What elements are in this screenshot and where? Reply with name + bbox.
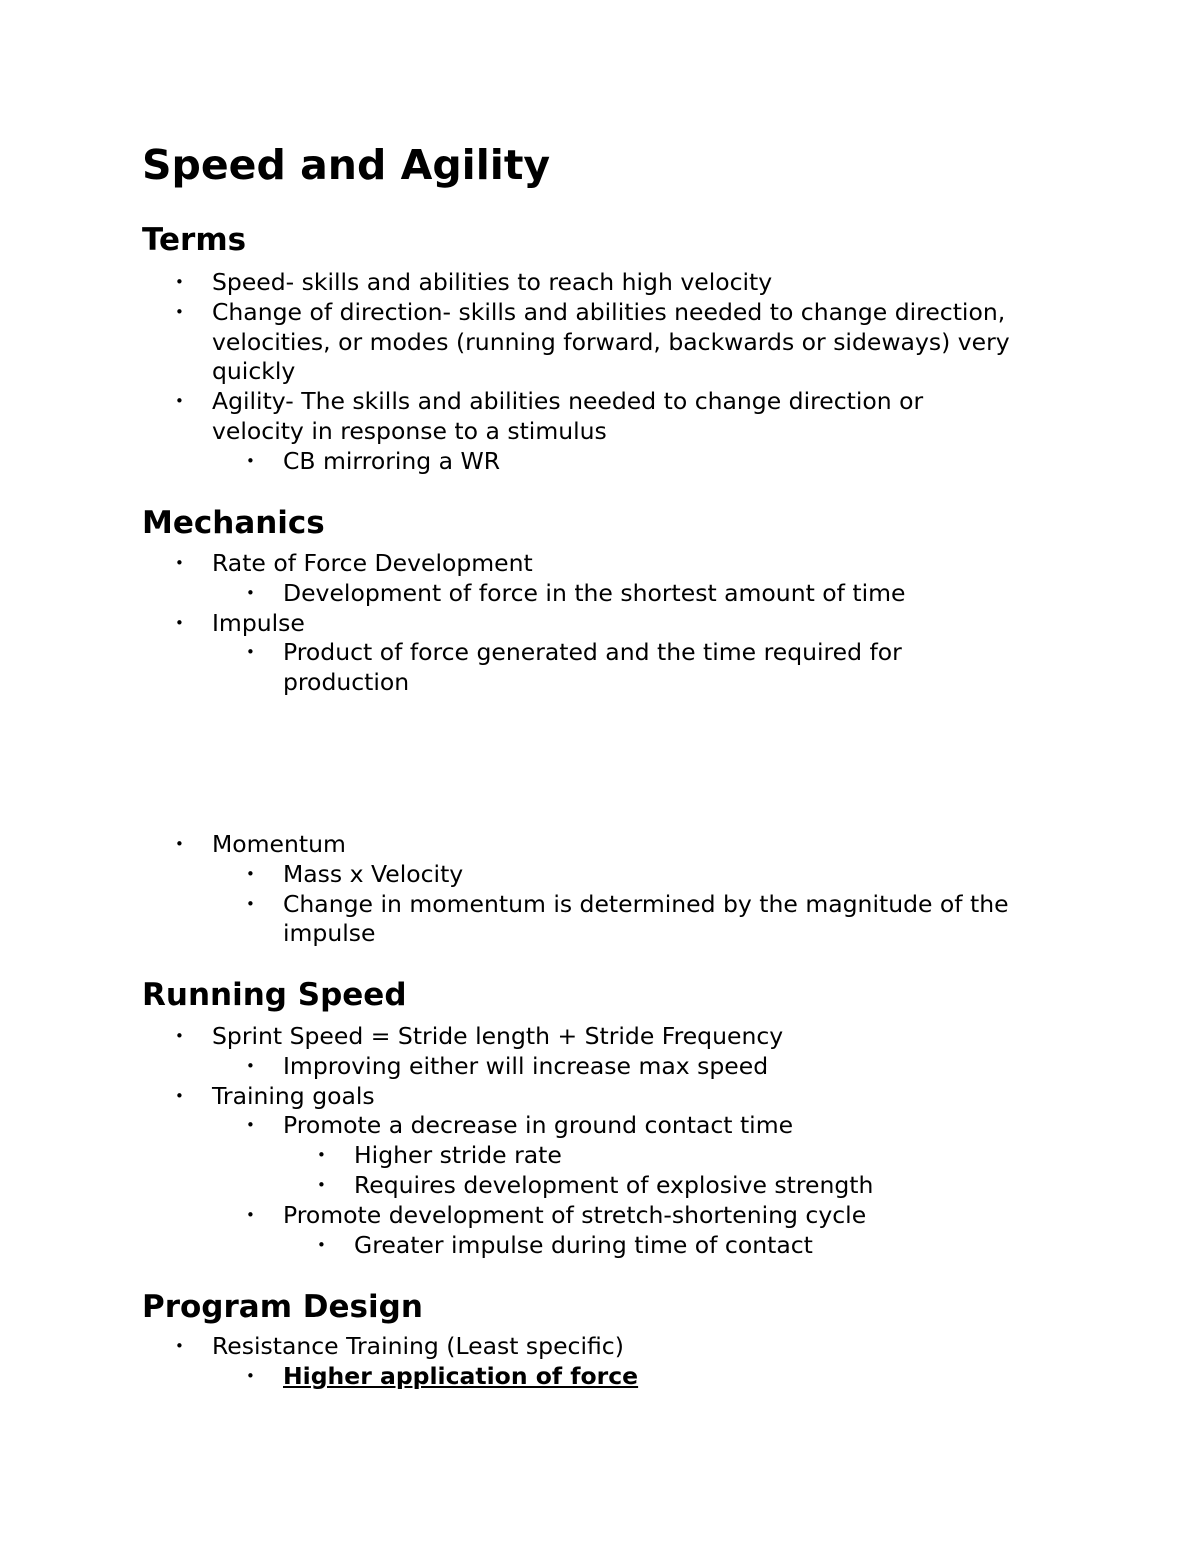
list-item <box>0 1362 1060 1392</box>
list-item-text: Promote development of stretch-shortening cycle <box>283 1200 867 1229</box>
bullet-icon: • <box>246 864 255 883</box>
page-title: Speed and Agility <box>142 141 551 189</box>
program-design-list <box>0 1332 1060 1392</box>
list-item-text: Development of force in the shortest amount of time <box>283 578 906 607</box>
mechanics-list-bottom <box>0 830 1060 949</box>
bullet-icon: • <box>175 613 184 632</box>
list-item <box>0 890 1023 950</box>
list-item-text: Resistance Training (Least specific) <box>212 1332 624 1360</box>
list-item <box>0 1082 1060 1112</box>
list-item <box>0 1201 1060 1231</box>
list-item-text: Momentum <box>212 830 346 858</box>
list-item-text: Training goals <box>212 1081 375 1110</box>
list-item-text: Impulse <box>212 608 305 637</box>
list-item <box>0 638 963 698</box>
list-item <box>0 1332 1060 1362</box>
bullet-icon: • <box>175 1337 184 1355</box>
bullet-icon: • <box>175 273 184 291</box>
list-item <box>0 1231 1060 1261</box>
mechanics-list-top <box>0 549 1060 698</box>
list-item <box>0 268 1060 298</box>
list-item <box>0 579 1060 609</box>
section-heading-mechanics: Mechanics <box>142 505 325 541</box>
bullet-icon: • <box>246 1116 255 1135</box>
bullet-icon: • <box>246 643 255 662</box>
bullet-icon: • <box>317 1175 326 1194</box>
bullet-icon: • <box>175 392 184 411</box>
list-item <box>0 1141 1060 1171</box>
running-speed-list <box>0 1022 1060 1260</box>
list-item <box>0 1171 1060 1201</box>
list-item <box>0 1022 1060 1052</box>
list-item <box>0 387 1012 447</box>
bullet-icon: • <box>246 451 255 470</box>
section-heading-terms: Terms <box>142 222 247 258</box>
list-item-text: Sprint Speed = Stride length + Stride Frequency <box>212 1022 784 1050</box>
list-item <box>0 609 1060 639</box>
list-item-text: Change in momentum is determined by the magnitude of the impulse <box>283 889 1009 948</box>
terms-list <box>0 268 1060 477</box>
bullet-icon: • <box>246 1056 255 1075</box>
list-item <box>0 1111 1060 1141</box>
list-item-text: Improving either will increase max speed <box>283 1051 769 1080</box>
list-item-text: Product of force generated and the time required for production <box>283 638 902 697</box>
list-item-text: Agility- The skills and abilities needed to change direction or velocity in response to a stimulus <box>212 387 924 445</box>
bullet-icon: • <box>175 302 184 321</box>
list-item <box>0 549 1060 579</box>
list-item <box>0 447 1060 477</box>
list-item <box>0 1052 1060 1082</box>
list-item <box>0 298 1012 387</box>
list-item <box>0 860 1060 890</box>
bullet-icon: • <box>246 894 255 913</box>
bullet-icon: • <box>246 1366 255 1385</box>
section-heading-running-speed: Running Speed <box>142 977 407 1013</box>
bullet-icon: • <box>175 1086 184 1105</box>
list-item-text: Requires development of explosive strength <box>354 1170 874 1199</box>
list-item-text: Speed- skills and abilities to reach high velocity <box>212 268 773 296</box>
list-item <box>0 830 1060 860</box>
bullet-icon: • <box>246 583 255 602</box>
list-item-text: Higher stride rate <box>354 1141 562 1170</box>
list-item-text: Mass x Velocity <box>283 859 464 888</box>
list-item-text: Rate of Force Development <box>212 549 533 577</box>
section-heading-program-design: Program Design <box>142 1289 423 1325</box>
list-item-text: Greater impulse during time of contact <box>354 1230 813 1259</box>
list-item-text: CB mirroring a WR <box>283 446 501 475</box>
bullet-icon: • <box>317 1235 326 1254</box>
list-item-text: Change of direction- skills and abilities needed to change direction, velocities, or modes (running forward, backwards or sideways) very quickly <box>212 297 1010 386</box>
bullet-icon: • <box>175 1027 184 1045</box>
bullet-icon: • <box>175 835 184 853</box>
list-item-text: Promote a decrease in ground contact time <box>283 1111 794 1140</box>
bullet-icon: • <box>246 1205 255 1224</box>
bullet-icon: • <box>317 1146 326 1165</box>
bullet-icon: • <box>175 554 184 572</box>
list-item-text-emphasis: Higher application of force <box>283 1361 639 1390</box>
